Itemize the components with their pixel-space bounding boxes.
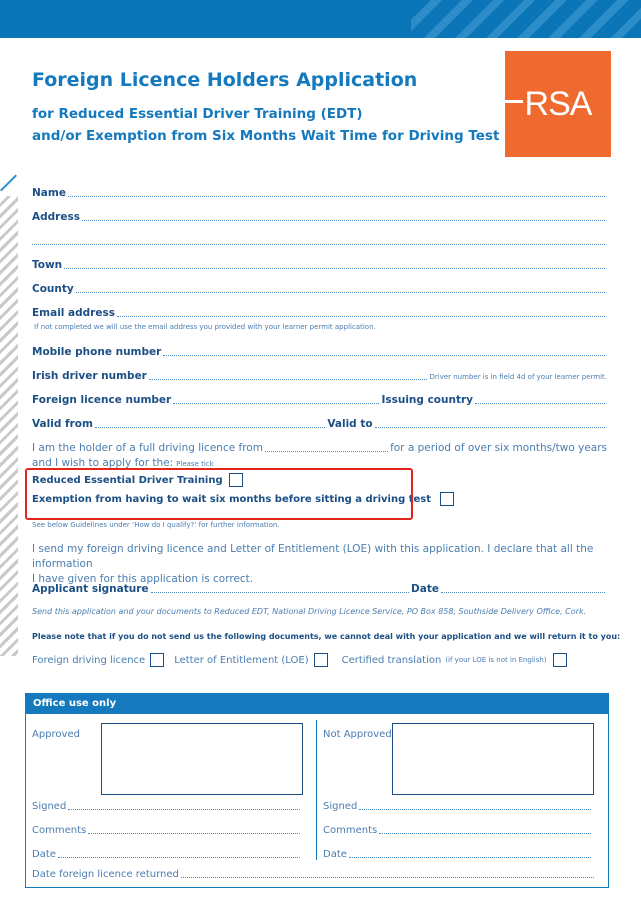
form-title: Foreign Licence Holders Application [32, 69, 418, 91]
approved-comments-label: Comments [32, 825, 87, 836]
not-approved-stamp-box[interactable] [392, 723, 594, 795]
doc-translation-note: (if your LOE is not in English) [445, 656, 547, 664]
side-hatch-decoration [0, 196, 18, 656]
not-approved-date-field[interactable] [323, 846, 593, 860]
town-label: Town [32, 259, 63, 271]
send-to-address: Send this application and your documents to Reduced EDT, National Driving Licence Service, PO Box 858, Southside Delivery Office, Cork. [32, 607, 587, 616]
valid-to-label: Valid to [327, 418, 373, 430]
approved-signed-field[interactable] [32, 798, 302, 812]
doc-foreign-licence-label: Foreign driving licence [32, 654, 146, 666]
holder-prefix: I am the holder of a full driving licence from [32, 442, 263, 454]
not-approved-signed-label: Signed [323, 801, 358, 812]
option-exemption-label: Exemption from having to wait six months before sitting a driving test [32, 493, 432, 505]
date-returned-field[interactable] [32, 866, 596, 880]
signature-label: Applicant signature [32, 583, 149, 595]
banner-stripes [411, 0, 641, 38]
declaration-line-1: I send my foreign driving licence and Letter of Entitlement (LOE) with this application. I declare that all the information [32, 543, 594, 570]
signature-row[interactable] [32, 579, 607, 595]
address-line-2[interactable] [32, 231, 607, 247]
top-banner [0, 0, 641, 38]
apply-for-row [32, 453, 214, 469]
office-divider [316, 720, 317, 860]
office-use-panel [25, 693, 609, 888]
holder-suffix: for a period of over six months/two years [390, 442, 607, 454]
approved-label: Approved [32, 729, 80, 740]
not-approved-label: Not Approved [323, 729, 392, 740]
highlight-outline [25, 468, 413, 520]
county-field[interactable] [32, 279, 607, 295]
not-approved-comments-label: Comments [323, 825, 378, 836]
valid-from-label: Valid from [32, 418, 93, 430]
email-field[interactable] [32, 303, 607, 319]
irish-driver-number-field[interactable] [32, 366, 607, 382]
approved-stamp-box[interactable] [101, 723, 303, 795]
name-label: Name [32, 187, 66, 199]
approved-signed-label: Signed [32, 801, 67, 812]
office-use-heading: Office use only [26, 694, 608, 714]
date-returned-label: Date foreign licence returned [32, 869, 179, 880]
not-approved-comments-field[interactable] [323, 822, 593, 836]
issuing-country-label: Issuing country [381, 394, 473, 406]
guidelines-note: See below Guidelines under ‘How do I qualify?’ for further information. [32, 521, 280, 529]
documents-warning: Please note that if you do not send us the following documents, we cannot deal with your application and we will return it to you: [32, 632, 621, 641]
address-field[interactable] [32, 207, 607, 223]
declaration-line-2: I have given for this application is correct. [32, 573, 254, 585]
doc-loe-checkbox[interactable] [314, 653, 328, 667]
rsa-logo: RSA [505, 51, 611, 157]
town-field[interactable] [32, 255, 607, 271]
subtitle-line-2: and/or Exemption from Six Months Wait Time for Driving Test [32, 128, 500, 144]
side-accent-line [0, 174, 17, 191]
not-approved-date-label: Date [323, 849, 347, 860]
subtitle-line-1: for Reduced Essential Driver Training (EDT) [32, 106, 363, 122]
email-note: If not completed we will use the email address you provided with your learner permit application. [34, 323, 376, 331]
doc-translation-checkbox[interactable] [553, 653, 567, 667]
doc-foreign-licence-checkbox[interactable] [150, 653, 164, 667]
signature-date-label: Date [411, 583, 439, 595]
not-approved-signed-field[interactable] [323, 798, 593, 812]
name-field[interactable] [32, 183, 607, 199]
documents-checklist [32, 653, 577, 667]
email-label: Email address [32, 307, 115, 319]
approved-date-label: Date [32, 849, 56, 860]
doc-translation-label: Certified translation [341, 654, 442, 666]
mobile-label: Mobile phone number [32, 346, 162, 358]
irish-driver-number-label: Irish driver number [32, 370, 147, 382]
irish-driver-hint: Driver number is in field 4d of your learner permit. [429, 373, 607, 381]
validity-row[interactable] [32, 414, 607, 430]
county-label: County [32, 283, 74, 295]
address-label: Address [32, 211, 80, 223]
mobile-field[interactable] [32, 342, 607, 358]
doc-loe-label: Letter of Entitlement (LOE) [174, 654, 309, 666]
option-exemption-checkbox[interactable] [440, 492, 454, 506]
foreign-licence-row[interactable] [32, 390, 607, 406]
form-subtitle [32, 103, 499, 147]
please-tick-hint: Please tick [176, 460, 214, 468]
approved-date-field[interactable] [32, 846, 302, 860]
apply-text: and I wish to apply for the: [32, 457, 174, 469]
option-edt-label: Reduced Essential Driver Training [32, 474, 223, 486]
approved-comments-field[interactable] [32, 822, 302, 836]
foreign-licence-number-label: Foreign licence number [32, 394, 172, 406]
holder-statement-row[interactable] [32, 438, 607, 454]
